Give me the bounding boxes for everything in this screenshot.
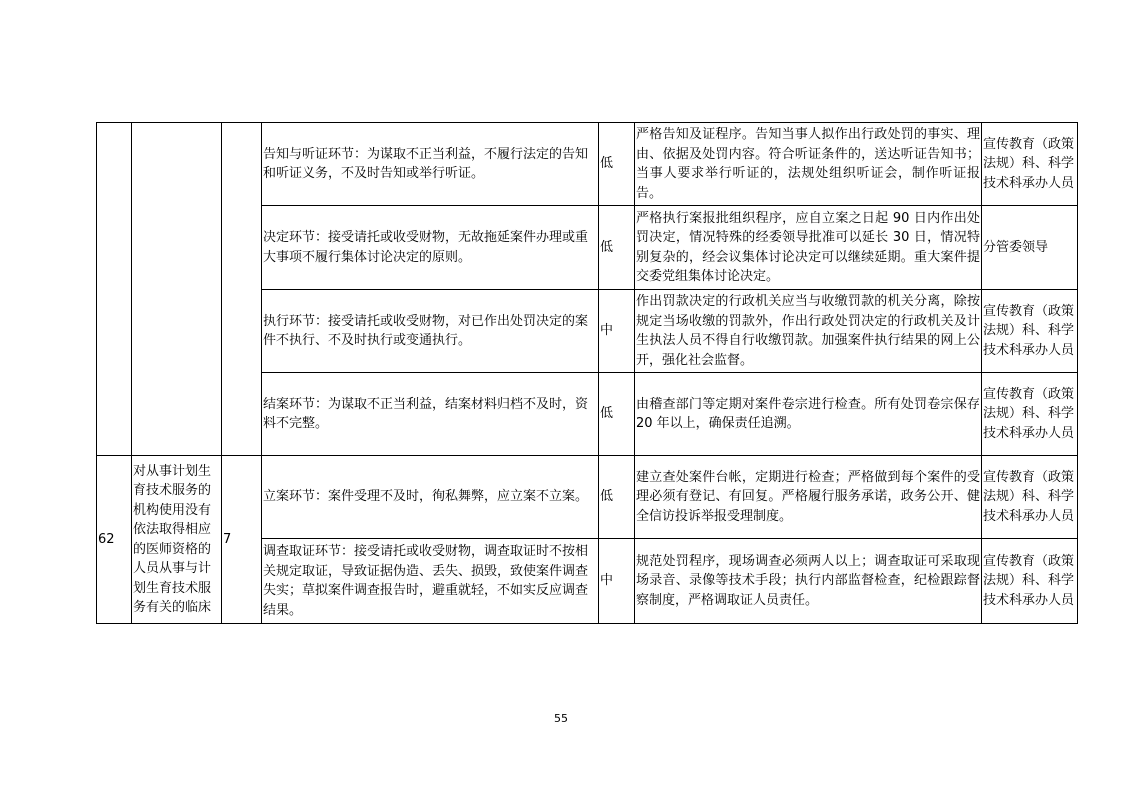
power-item-cell [132, 123, 222, 456]
risk-link-cell: 结案环节：为谋取不正当利益，结案材料归档不及时，资料不完整。 [262, 373, 599, 456]
page-number: 55 [554, 712, 568, 725]
item-number-cell [97, 123, 132, 456]
responsible-dept-cell: 宣传教育（政策法规）科、科学技术科承办人员 [982, 539, 1078, 624]
power-item-cell: 对从事计划生育技术服务的机构使用没有依法取得相应的医师资格的人员从事与计划生育技术服务有关的临床 [132, 456, 222, 624]
risk-level-cell: 低 [599, 206, 635, 290]
risk-count-cell [222, 123, 262, 456]
risk-level-cell: 中 [599, 290, 635, 373]
prevention-measure-cell: 由稽查部门等定期对案件卷宗进行检查。所有处罚卷宗保存 20 年以上，确保责任追溯。 [635, 373, 982, 456]
risk-link-cell: 告知与听证环节：为谋取不正当利益，不履行法定的告知和听证义务，不及时告知或举行听证。 [262, 123, 599, 206]
risk-level-cell: 低 [599, 456, 635, 539]
prevention-measure-cell: 规范处罚程序，现场调查必须两人以上；调查取证可采取现场录音、录像等技术手段；执行内部监督检查，纪检跟踪督察制度，严格调取证人员责任。 [635, 539, 982, 624]
risk-control-table [96, 122, 1078, 624]
responsible-dept-cell: 宣传教育（政策法规）科、科学技术科承办人员 [982, 290, 1078, 373]
responsible-dept-cell: 宣传教育（政策法规）科、科学技术科承办人员 [982, 373, 1078, 456]
responsible-dept-cell: 分管委领导 [982, 206, 1078, 290]
responsible-dept-cell: 宣传教育（政策法规）科、科学技术科承办人员 [982, 123, 1078, 206]
risk-count-cell: 7 [222, 456, 262, 624]
prevention-measure-cell: 作出罚款决定的行政机关应当与收缴罚款的机关分离，除按规定当场收缴的罚款外，作出行政处罚决定的行政机关及计生执法人员不得自行收缴罚款。加强案件执行结果的网上公开，强化社会监督。 [635, 290, 982, 373]
responsible-dept-cell: 宣传教育（政策法规）科、科学技术科承办人员 [982, 456, 1078, 539]
item-number-cell: 62 [97, 456, 132, 624]
prevention-measure-cell: 严格执行案报批组织程序，应自立案之日起 90 日内作出处罚决定，情况特殊的经委领导批准可以延长 30 日，情况特别复杂的，经会议集体讨论决定可以继续延期。重大案件提交委党组集体讨论决定。 [635, 206, 982, 290]
risk-link-cell: 立案环节：案件受理不及时，徇私舞弊，应立案不立案。 [262, 456, 599, 539]
risk-level-cell: 中 [599, 539, 635, 624]
risk-level-cell: 低 [599, 123, 635, 206]
risk-level-cell: 低 [599, 373, 635, 456]
prevention-measure-cell: 建立查处案件台帐，定期进行检查；严格做到每个案件的受理必须有登记、有回复。严格履行服务承诺，政务公开、健全信访投诉举报受理制度。 [635, 456, 982, 539]
risk-link-cell: 调查取证环节：接受请托或收受财物，调查取证时不按相关规定取证，导致证据伪造、丢失、损毁，致使案件调查失实；草拟案件调查报告时，避重就轻，不如实反应调查结果。 [262, 539, 599, 624]
table-row [97, 456, 1078, 539]
risk-link-cell: 执行环节：接受请托或收受财物，对已作出处罚决定的案件不执行、不及时执行或变通执行。 [262, 290, 599, 373]
risk-link-cell: 决定环节：接受请托或收受财物，无故拖延案件办理或重大事项不履行集体讨论决定的原则。 [262, 206, 599, 290]
prevention-measure-cell: 严格告知及证程序。告知当事人拟作出行政处罚的事实、理由、依据及处罚内容。符合听证条件的，送达听证告知书；当事人要求举行听证的，法规处组织听证会，制作听证报告。 [635, 123, 982, 206]
table-row [97, 123, 1078, 206]
